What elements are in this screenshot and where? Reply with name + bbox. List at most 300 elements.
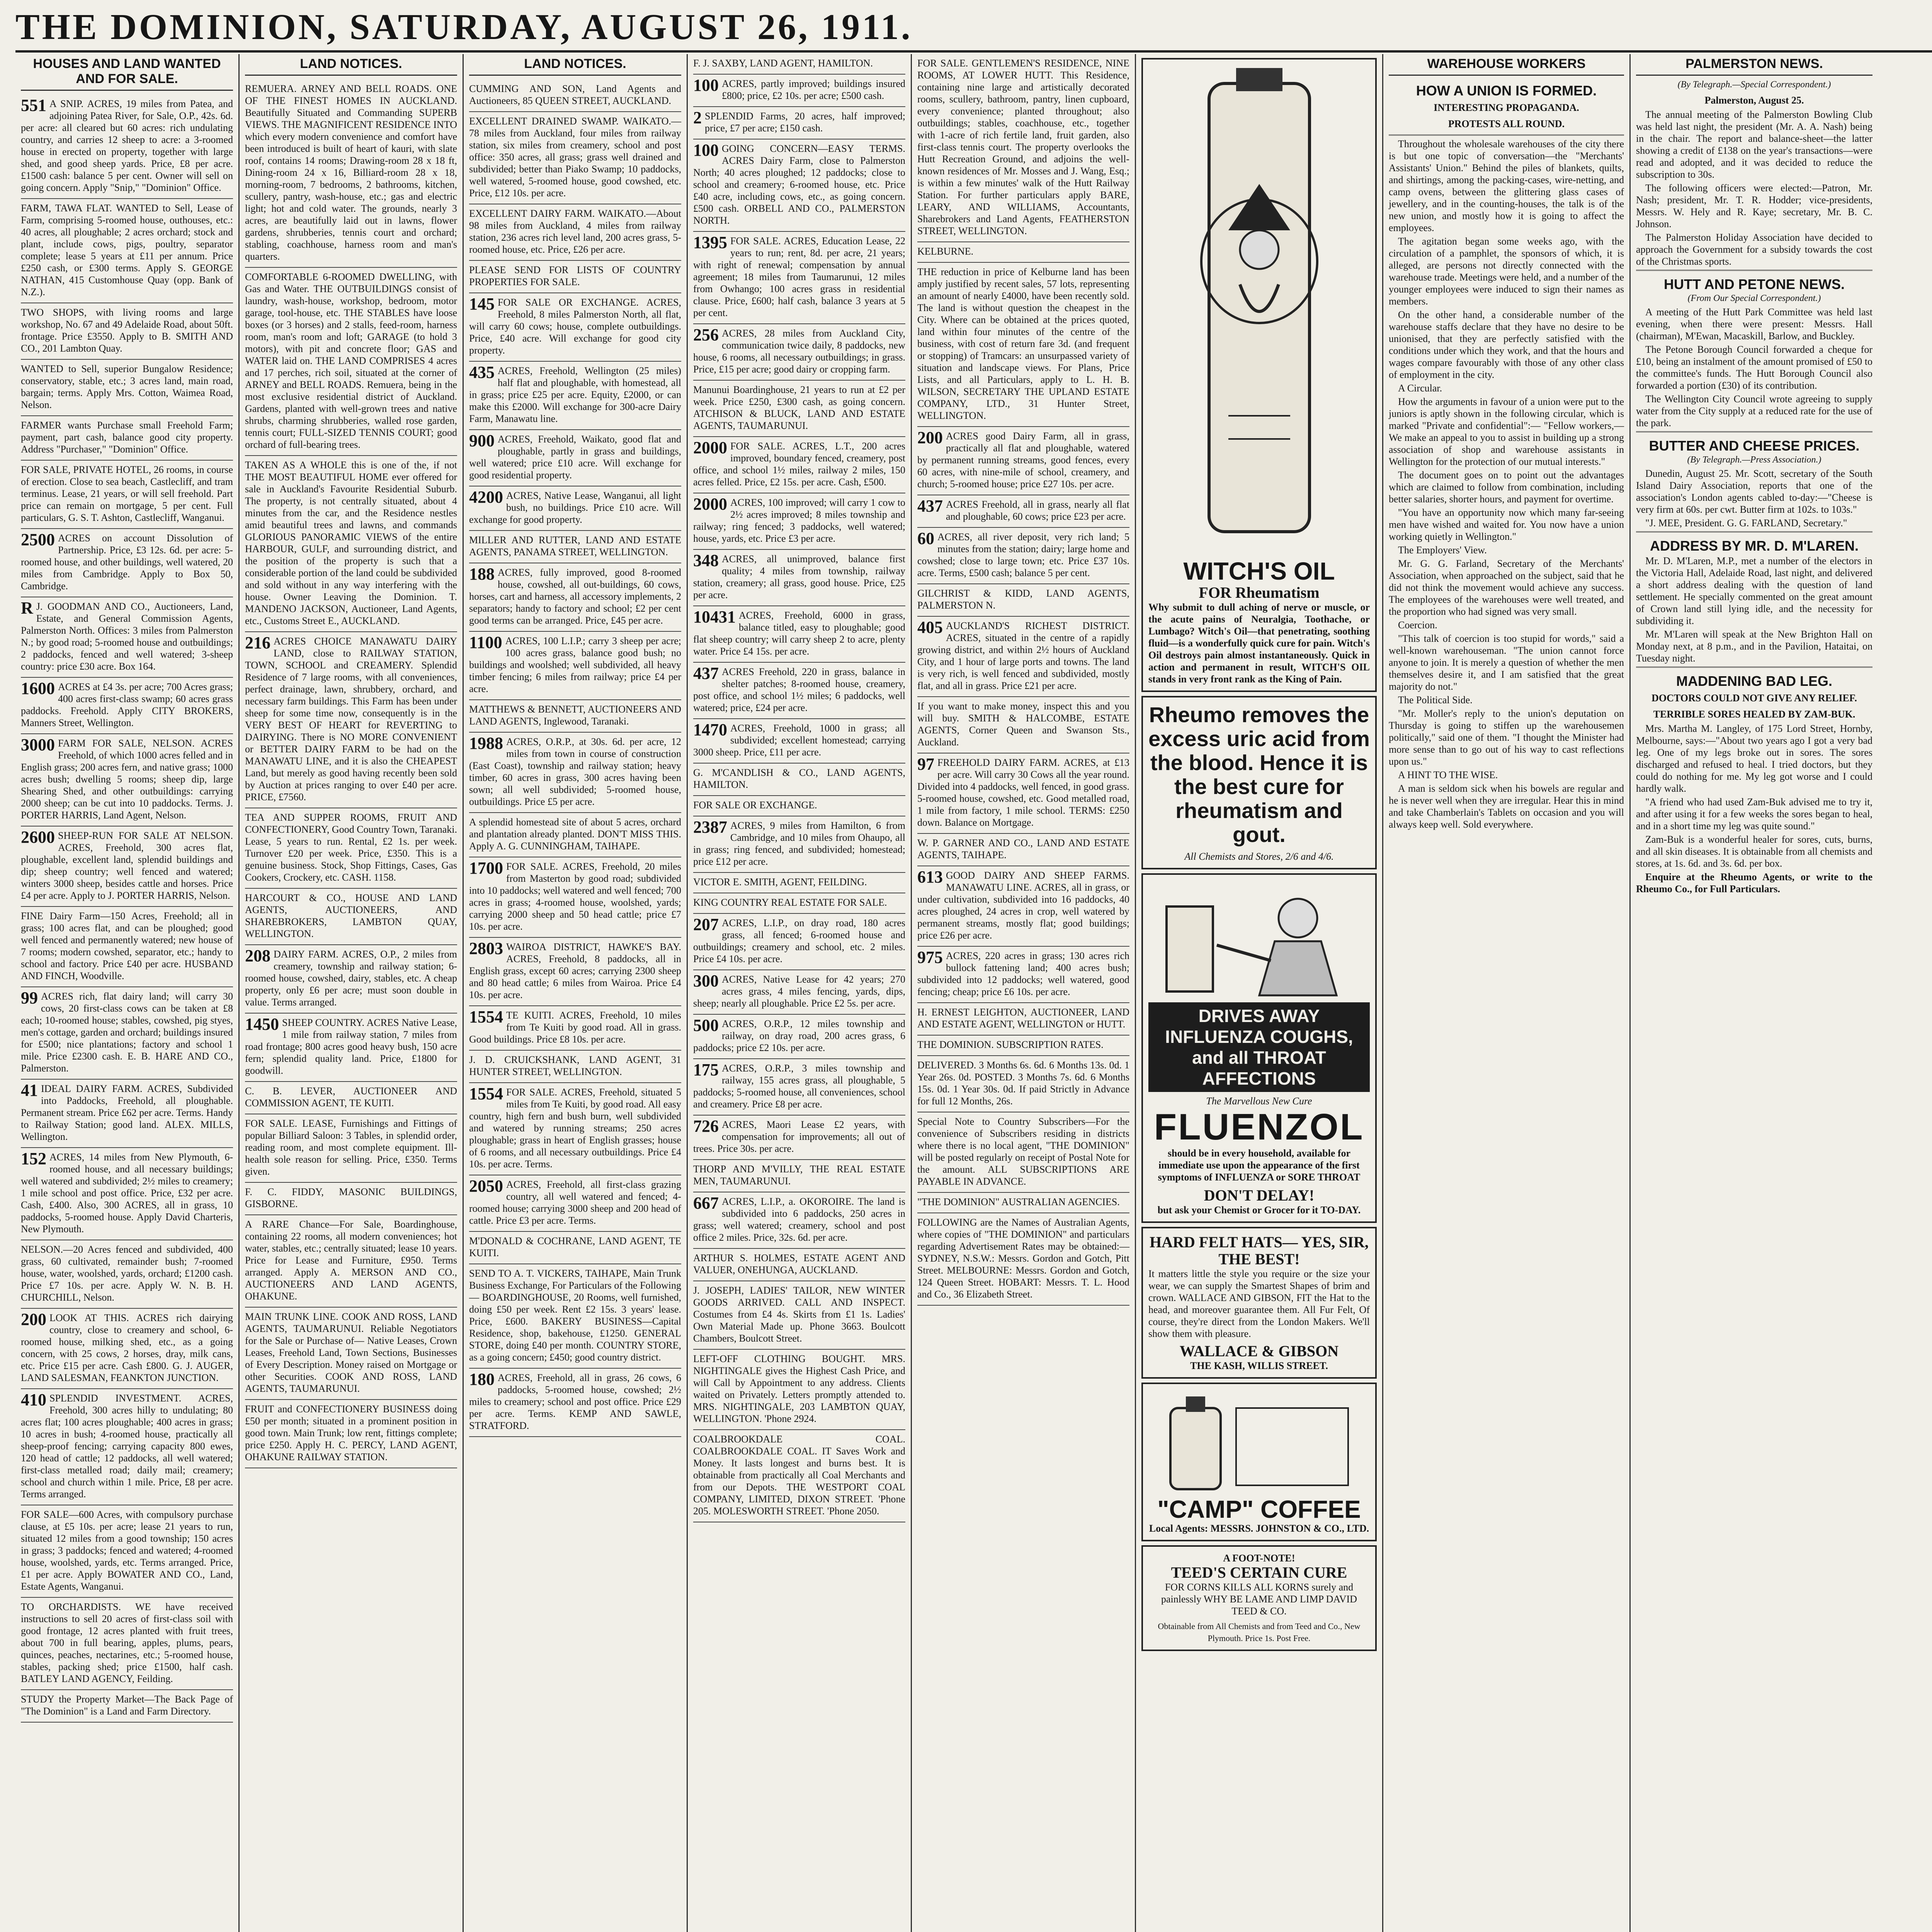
ad-lead-number: 667 [693,1194,719,1213]
ad-text: Manunui Boardinghouse, 21 years to run at £2 per week. Price £250, £300 cash, as going concern. ATCHISON & BLUCK, LAND AND ESTATE AGENTS, TAUMARUNUI. [693,384,905,431]
ad-text: DELIVERED. 3 Months 6s. 6d. 6 Months 13s. 0d. 1 Year 26s. 0d. POSTED. 3 Months 7s. 6d. 6 Months 15s. 0d. 1 Year 30s. 0d. If paid Strictly in Advance for full 12 Months, 26s. [917,1060,1129,1107]
ad-lead-number: 188 [469,565,495,583]
classified-ad [21,1505,233,1598]
ad-text: TEA AND SUPPER ROOMS, FRUIT AND CONFECTIONERY, Good Country Town, Taranaki. Lease, 5 years to run. Rental, £2 1s. per week. Turnover £20 per week. Price, £350. This is a genuine business. Stock, Shop Fittings, Cases, Gas Cookers, Crockery, etc. CASH. 1158. [245,812,457,883]
classified-ad [917,1003,1129,1036]
columns [15,54,1932,1932]
divider [1389,134,1624,136]
ad-text: ACRES, partly improved; buildings insured £800; price, £2 10s. per acre; £500 cash. [722,78,905,101]
article-paragraph: A man is seldom sick when his bowels are regular and he is never well when they are irregular. Hear this in mind and take Chamberlain's Tablets on occasion and you will always keep well. Sold everywhere. [1389,783,1624,830]
ad-text: J. JOSEPH, LADIES' TAILOR, NEW WINTER GOODS ARRIVED. CALL AND INSPECT. Costumes from £4 4s. Skirts from £1 1s. Ladies' Own Material Made up. Phone 3663. Boulcott Chambers, Boulcott Street. [693,1285,905,1344]
fluenzol-ad [1141,873,1377,1223]
article-heading-mclaren: ADDRESS BY MR. D. M'LAREN. [1650,538,1859,554]
column-display-ads [1136,54,1383,1932]
classified-ad [245,889,457,945]
byline-butter: (By Telegraph.—Press Association.) [1687,455,1821,465]
classified-ad [469,1369,681,1437]
teeds-cure-ad [1141,1545,1377,1651]
article-paragraph: The annual meeting of the Palmerston Bowling Club was held last night, the president (Mr. A. A. Nash) being in the chair. The report and balance-sheet—the latter showing a credit of £138 on the year's transactions—were read and adopted, and it was decided to reduce the subscription to 30s. [1636,109,1872,180]
classified-ad [469,531,681,563]
classified-ad [693,1430,905,1522]
article-body [1389,138,1624,830]
ad-text: COALBROOKDALE COAL. COALBROOKDALE COAL. IT Saves Work and Money. It lasts longest and burns best. It is obtainable from practically all Coal Merchants and from our Depots. THE WESTPORT COAL COMPANY, LIMITED, DIXON STREET. 'Phone 205. MOLESWORTH STREET. 'Phone 2050. [693,1434,905,1517]
classified-ad [469,938,681,1006]
classified-ad [21,678,233,734]
classified-ad [917,54,1129,242]
ad-list [693,54,905,1522]
ad-text: ACRES, 9 miles from Hamilton, 6 from Cambridge, and 10 miles from Ohaupo, all in grass; ring fenced, and subdivided; homestead; price £12 per acre. [693,820,905,867]
ad-text: ACRES, L.I.P., a. OKOROIRE. The land is subdivided into 6 paddocks, 250 acres in grass; well watered; creamery, school and post office 2 miles. Price, 32s. 6d. per acre. [693,1196,905,1243]
ad-text: SHEEP-RUN FOR SALE AT NELSON. ACRES, Freehold, 300 acres flat, ploughable, excellent land, splendid buildings and dip; sheep country; well fenced and watered; winters 3000 sheep, besides cattle and horses. Price £4 per acre. Apply to J. PORTER HARRIS, Nelson. [21,830,233,901]
classified-ad [693,663,905,719]
classified-ad [469,1083,681,1175]
article-paragraph: The agitation began some weeks ago, with the circulation of a pamphlet, the sponsors of which, it is alleged, are persons not directly connected with the warehouse trade. Meetings were held, and a number of the younger employees were induced to sign their names as members. [1389,236,1624,307]
article-paragraph: How the arguments in favour of a union were put to the juniors is aptly shown in the following circular, which is marked "Private and confidential":— "Fellow workers,—We make an appeal to you to assist in building up a strong association of shop and warehouse assistants in Wellington for the protection of our mutual interests." [1389,396,1624,467]
classified-ad [21,907,233,987]
ad-lead-number: 437 [917,497,943,515]
classified-ad [693,796,905,816]
ad-lead-number: 256 [693,325,719,344]
classified-ad [21,1148,233,1240]
article-subhead: INTERESTING PROPAGANDA. [1434,102,1579,113]
teeds-body: FOR CORNS KILLS ALL KORNS surely and painlessly WHY BE LAME AND LIMP DAVID TEED & CO. [1161,1582,1357,1617]
classified-ad [469,1232,681,1264]
classified-ad [469,632,681,700]
ad-text: FOR SALE. ACRES, Freehold, 20 miles from Masterton by good road; subdivided into 10 paddocks; well watered and well fenced; 700 acres in grass; 4-roomed house, woolshed, yards; carrying 2000 sheep and 50 head cattle; price £7 10s. per acre. [469,861,681,932]
classified-ad [693,1249,905,1281]
ad-text: "THE DOMINION" AUSTRALIAN AGENCIES. [917,1196,1120,1208]
ad-lead-number: 99 [21,988,38,1007]
witchs-oil-body: Why submit to dull aching of nerve or muscle, or the acute pains of Neuralgia, Toothache, or Lumbago? Witch's Oil—that penetrating, soothing fluid—is a wonderfully quick cure for pain. Witch's Oil destroys pain almost instantaneously. Quick in action and permanent in result, WITCH'S OIL stands in very front rank as the King of Pain. [1148,602,1370,685]
classified-ad [917,1036,1129,1056]
classified-ad [693,1059,905,1116]
article-paragraph: Mr. D. M'Laren, M.P., met a number of the electors in the Victoria Hall, Adelaide Road, last night, and delivered a short address dealing with the question of land settlement. He specially commented on the great amount of Crown land still lying idle, and the necessity for subdividing it. [1636,555,1872,626]
ad-list [917,54,1129,1306]
ad-text: FOR SALE OR EXCHANGE. ACRES, Freehold, 8 miles Palmerston North, all flat, will carry 60 cows; house, complete outbuildings. Price, £40 acre. Will exchange for good city property. [469,297,681,356]
ad-lead-number: 551 [21,96,46,115]
classified-ad [21,360,233,416]
ad-lead-number: 300 [693,971,719,990]
teeds-name: TEED'S CERTAIN CURE [1171,1564,1347,1581]
article-paragraph: "J. MEE, President. G. G. FARLAND, Secretary." [1645,517,1847,529]
ad-text: FARM, TAWA FLAT. WANTED to Sell, Lease of Farm, comprising 5-roomed house, outhouses, etc.: 40 acres, all ploughable; 2 acres orchard; stock and plant, include cows, pigs, poultry, separator complete; lease 5 years at £11 per annum. Price £250 cash, or £300 terms. Apply S. GEORGE NATHAN, 415 Customhouse Quay (opp. Bank of N.Z.). [21,202,233,298]
ad-text: If you want to make money, inspect this and you will buy. SMITH & HALCOMBE, ESTATE AGENTS, Corner Queen and Swanson Sts., Auckland. [917,701,1129,748]
ad-text: ACRES, all unimproved, balance first quality; 4 miles from township, railway station, creamery; all grass, good house. Price, £25 per acre. [693,553,905,600]
classified-ad [469,112,681,204]
classified-ad [245,1308,457,1400]
article-heading-hutt: HUTT AND PETONE NEWS. [1663,276,1845,292]
article-paragraph: The Palmerston Holiday Association have decided to approach the Government for a subsidy towards the cost of the Christmas sports. [1636,232,1872,267]
ad-lead-number: 975 [917,948,943,967]
ad-text: TE KUITI. ACRES, Freehold, 10 miles from Te Kuiti by good road. All in grass. Good buildings. Price £8 10s. per acre. [469,1010,681,1045]
rheumo-price: All Chemists and Stores, 2/6 and 4/6. [1184,851,1334,862]
classified-ad [469,430,681,486]
article-subhead-2: PROTESTS ALL ROUND. [1448,118,1565,129]
article-subhead-badleg-2: TERRIBLE SORES HEALED BY ZAM-BUK. [1653,709,1855,720]
ad-text: ACRES, Freehold, all in grass, 26 cows, 6 paddocks, 5-roomed house, cowshed; 2½ miles to creamery; school and post office. Price £29 per acre. Terms. KEMP AND SAWLE, STRATFORD. [469,1372,681,1431]
article-paragraph: Mrs. Martha M. Langley, of 175 Lord Street, Hornby, Melbourne, says:—"About two years ago I got a very bad leg. One of my legs broke out in sores. The sores discharged and refused to heal. I tried doctors, but they could do nothing for me. My leg got worse and I could hardly walk. [1636,723,1872,794]
witchs-oil-subtitle: FOR Rheumatism [1199,584,1320,601]
ad-lead-number: 200 [917,428,943,447]
classified-ad [245,945,457,1014]
ad-text: COMFORTABLE 6-ROOMED DWELLING, with Gas and Water. THE OUTBUILDINGS consist of laundry, wash-house, workshop, bedroom, motor garage, tool-house, etc. THE STABLES have loose boxes (or 3 horses) and 2 stalls, feed-room, harness room, man's room and loft; GARAGE (to hold 3 motors), with pit and concrete floor; GAS and WATER laid on. THE LAND COMPRISES 4 acres and 17 perches, rich soil, situated at the corner of ARNEY and BELL ROADS. Remuera, being in the most exclusive residential district of Auckland. Gardens, planted with well-grown trees and native shrubs, charming shrubberies, walled rose garden, tennis court; FULL-SIZED TENNIS COURT; good orchard of full-bearing trees. [245,271,457,450]
section-header: LAND NOTICES. [245,54,457,76]
ad-text: FOR SALE, PRIVATE HOTEL, 26 rooms, in course of erection. Close to sea beach, Castlecliff, and tram terminus. Lease, 21 years, or will sell freehold. Part price can remain on mortgage, 5 per cent. Full particulars, G. S. T. Ashton, Castlecliff, Wanganui. [21,464,233,523]
ad-text: AUCKLAND'S RICHEST DISTRICT. ACRES, situated in the centre of a rapidly growing district, and within 2½ hours of Auckland City, and 1 hour of large ports and towns. The land is very rich, is well fenced and subdivided, mostly flat, and all in grass. Price £21 per acre. [917,620,1129,691]
classified-ad [917,753,1129,834]
ad-text: MAIN TRUNK LINE. COOK AND ROSS, LAND AGENTS, TAUMARUNUI. Reliable Negotiators for the Sale or Purchase of— Native Leases, Crown Leases, Freehold Land, Town Sections, Businesses of Every Description. Money raised on Mortgage or other Securities. COOK AND ROSS, LAND AGENTS, TAUMARUNUI. [245,1311,457,1394]
classified-ad [693,970,905,1015]
classified-ad [917,495,1129,528]
classified-ad [693,107,905,139]
classified-ad [693,437,905,493]
ad-lead-number: 10431 [693,607,736,626]
classified-ad [469,1175,681,1232]
classified-ad [917,427,1129,495]
ad-lead-number: 1600 [21,679,55,698]
classified-ad [245,808,457,889]
ad-lead-number: 152 [21,1149,46,1168]
ad-text: Special Note to Country Subscribers—For the convenience of Subscribers residing in districts where there is no local agent, "THE DOMINION" will be posted regularly on receipt of Postal Note for the amount. ALL SUBSCRIPTIONS ARE PAYABLE IN ADVANCE. [917,1116,1129,1187]
ad-text: A SNIP. ACRES, 19 miles from Patea, and adjoining Patea River, for Sale, O.P., 42s. 6d. per acre: all cleared but 60 acres: rich undulating country, and carries 12 sheep to acre: a 3-roomed house in erected on property, together with large shed, and good sheep yards. Price, £8 per acre. £1500 cash: balance 5 per cent. Owner will sell on going concern. Apply "Snip," "Dominion" Office. [21,98,233,193]
fluenzol-band: DRIVES AWAY INFLUENZA COUGHS, and all THROAT AFFECTIONS [1148,1002,1370,1092]
classified-ad [21,529,233,597]
ad-text: ACRES, 14 miles from New Plymouth, 6-roomed house, and all necessary buildings; well watered and subdivided; 2½ miles to creamery; 1 mile school and post office. Price, £32 per acre. Cash, £400. Also, 300 ACRES, all in grass, 10 paddocks, 5-roomed house. Apply David Charteris, New Plymouth. [21,1151,233,1235]
column-land-notices-4 [912,54,1136,1932]
ad-text: ACRES, fully improved, good 8-roomed house, cowshed, all out-buildings, 60 cows, horses, cart and harness, all accessory implements, 2 separators; handy to factory and school; £2 per cent good terms can be arranged. Price, £45 per acre. [469,567,681,626]
ad-lead-number: 726 [693,1117,719,1136]
ad-text: FOR SALE. ACRES, L.T., 200 acres improved, boundary fenced, creamery, post office, and school 1½ miles, railway 2 miles, 150 acres felled. Price, £2 15s. per acre. Cash, £500. [693,440,905,488]
ad-lead-number: 175 [693,1060,719,1079]
ad-text: ACRES good Dairy Farm, all in grass, practically all flat and ploughable, watered by permanent running streams, good fences, every 60 acres, with nine-mile of school, creamery, and church; 5-roomed house; price £27 10s. per acre. [917,430,1129,490]
ad-lead-number: 1450 [245,1015,279,1034]
classified-ad [21,95,233,199]
article-paragraph: A Circular. [1398,383,1442,394]
ad-text: DAIRY FARM. ACRES, O.P., 2 miles from creamery, township and railway station; 6-roomed house, cowshed, dairy, stables, etc. A cheap property, only £6 per acre; must soon double in value. Terms arranged. [245,949,457,1008]
ad-text: CUMMING AND SON, Land Agents and Auctioneers, 85 QUEEN STREET, AUCKLAND. [469,83,681,106]
ad-text: G. M'CANDLISH & CO., LAND AGENTS, HAMILTON. [693,767,905,790]
ad-text: ACRES, Freehold, 1000 in grass; all subdivided; excellent homestead; carrying 3000 sheep. Price, £11 per acre. [693,723,905,758]
ad-text: ACRES Freehold, all in grass, nearly all flat and ploughable, 60 cows; price £23 per acre. [946,499,1129,522]
byline: (By Telegraph.—Special Correspondent.) [1677,80,1831,90]
rheumo-text: Rheumo removes the excess uric acid from the blood. Hence it is the best cure for rheumatism and gout. [1148,702,1370,847]
classified-ad [21,1309,233,1389]
ad-text: MILLER AND RUTTER, LAND AND ESTATE AGENTS, PANAMA STREET, WELLINGTON. [469,534,681,558]
ad-text: REMUERA. ARNEY AND BELL ROADS. ONE OF THE FINEST HOMES IN AUCKLAND. Beautifully Situated and Commanding SUPERB VIEWS. THE MAGNIFICENT RESIDENCE INTO which every modern convenience and comfort have been introduced is built of heart of kauri, with slate roof, contains 14 rooms; Drawing-room 28 x 18 ft, Dining-room 24 x 16, Billiard-room 28 x 18, morning-room, 7 bedrooms, 2 bathrooms, kitchen, scullery, pantry, wash-house, etc.; gas and electric light; hot and cold water. The grounds, nearly 3 acres, are beautifully laid out in lawns, flower gardens, shrubberies, tennis court and orchard; stabling, coachhouse, harness room and man's quarters. [245,83,457,262]
section-header: HOUSES AND LAND WANTED AND FOR SALE. [21,54,233,91]
ad-lead-number: 500 [693,1016,719,1035]
ad-lead-number: 60 [917,529,934,548]
article-heading-badleg: MADDENING BAD LEG. [1676,673,1832,689]
fluenzol-illustration [1151,883,1367,999]
column-houses-land [15,54,240,1932]
classified-ad [245,1014,457,1082]
ad-text: F. J. SAXBY, LAND AGENT, HAMILTON. [693,58,873,69]
classified-ad [469,293,681,362]
article-paragraph: Mr. M'Laren will speak at the New Brighton Hall on Monday next, at 8 p.m., and in the Pavilion, Hataitai, on Tuesday night. [1636,629,1872,664]
fluenzol-cta: DON'T DELAY! [1204,1187,1315,1204]
classified-ad [917,1056,1129,1112]
classified-ad [245,1400,457,1468]
classified-ad [245,1114,457,1183]
fluenzol-subtitle: The Marvellous New Cure [1206,1095,1312,1107]
ad-text: GOOD DAIRY AND SHEEP FARMS. MANAWATU LINE. ACRES, all in grass, or under cultivation, subdivided into 16 paddocks, 40 acres ploughed, 24 acres in crop, well watered by permanent streams, mostly flat; good buildings; price £26 per acre. [917,870,1129,941]
ad-text: TO ORCHARDISTS. WE have received instructions to sell 20 acres of first-class soil with good frontage, 12 acres planted with fruit trees, about 700 in full bearing, apples, plums, pears, quinces, peaches, nectarines, etc.; 5-roomed house, stables, packing shed; price £1500, half cash. BATLEY LAND AGENCY, Feilding. [21,1601,233,1684]
classified-ad [917,947,1129,1003]
section-header: LAND NOTICES. [469,54,681,76]
ad-text: W. P. GARNER AND CO., LAND AND ESTATE AGENTS, TAIHAPE. [917,837,1129,861]
ad-text: WAIROA DISTRICT, HAWKE'S BAY. ACRES, Freehold, 8 paddocks, all in English grass, except 60 acres; carrying 2300 sheep and 80 head cattle; 6 miles from Wairoa. Price £4 10s. per acre. [469,941,681,1000]
classified-ad [917,834,1129,866]
ad-lead-number: 145 [469,294,495,313]
ad-lead-number: 1700 [469,859,503,878]
ad-text: ACRES, Native Lease, Wanganui, all light bush, no buildings. Price £10 acre. Will exchange for good property. [469,490,681,525]
article-subhead-badleg: DOCTORS COULD NOT GIVE ANY RELIEF. [1651,692,1857,704]
ad-text: A RARE Chance—For Sale, Boardinghouse, containing 22 rooms, all modern conveniences; hot water, stables, etc.; centrally situated; lease 10 years. Price for Lease and Furniture, £950. Terms arranged. Apply A. MERSON AND CO., AUCTIONEERS AND LAND AGENTS, OHAKUNE. [245,1219,457,1302]
classified-ad [693,764,905,796]
classified-ad [693,232,905,324]
witchs-oil-ad [1141,58,1377,692]
camp-coffee-name: "CAMP" COFFEE [1157,1495,1361,1523]
ad-text: ACRES, 220 acres in grass; 130 acres rich bullock fattening land; 400 acres bush; subdivided into 12 paddocks; well watered, good fencing; cheap; price £6 10s. per acre. [917,950,1129,997]
classified-ad [917,242,1129,263]
article-paragraph: "A friend who had used Zam-Buk advised me to try it, and after using it for a few weeks the sores began to heal, and in a short time my leg was quite sound." [1636,796,1872,832]
classified-ad [469,733,681,813]
ad-lead-number: 1470 [693,720,727,739]
classified-ad [693,1116,905,1160]
ad-text: FOR SALE. ACRES, Freehold, situated 5 miles from Te Kuiti, by good road. All easy country, high fern and bush burn, well subdivided and watered by running streams; 250 acres ploughable; grass in heart of English grasses; house of 6 rooms, and all necessary outbuildings. Price £4 10s. per acre. Terms. [469,1087,681,1170]
ad-lead-number: 97 [917,755,934,774]
ad-text: HARCOURT & CO., HOUSE AND LAND AGENTS, AUCTIONEERS, AND SHAREBROKERS, LAMBTON QUAY, WELLINGTON. [245,892,457,939]
ad-text: ACRES, all river deposit, very rich land; 5 minutes from the station; dairy; large home and cowshed; close to large town; etc. Price £37 10s. acre. Terms, £500 cash; balance 5 per cent. [917,531,1129,578]
ad-text: J. D. CRUICKSHANK, LAND AGENT, 31 HUNTER STREET, WELLINGTON. [469,1054,681,1077]
classified-ad [21,303,233,360]
ad-text: ACRES, 100 L.I.P.; carry 3 sheep per acre; 100 acres grass, balance good bush; no buildings and woolshed; well subdivided, all heavy timber fencing; 6 miles from railway; price £4 per acre. [469,635,681,694]
classified-ad [917,528,1129,584]
closing-note: Enquire at the Rheumo Agents, or write to the Rheumo Co., for Full Particulars. [1636,871,1872,895]
classified-ad [693,54,905,75]
classified-ad [693,1015,905,1059]
article-paragraph: The Petone Borough Council forwarded a cheque for £10, being an instalment of the amount promised of £50 to the committee's funds. The Hutt Borough Council also forwarded a portion (£30) of its contribution. [1636,344,1872,391]
ad-text: ACRES, O.R.P., 12 miles township and railway, on dray road, 200 acres grass, 6 paddocks; price £2 10s. per acre. [693,1018,905,1053]
ad-lead-number: 405 [917,618,943,637]
ad-lead-number: 2500 [21,530,55,549]
article-heading: PALMERSTON NEWS. [1636,54,1872,76]
classified-ad [21,987,233,1080]
ad-text: MATTHEWS & BENNETT, AUCTIONEERS AND LAND AGENTS, Inglewood, Taranaki. [469,704,681,727]
ad-lead-number: 435 [469,363,495,382]
classified-ad [693,893,905,914]
hats-ad [1141,1227,1377,1379]
ad-text: KELBURNE. [917,246,974,257]
masthead-title: THE DOMINION, SATURDAY, AUGUST 26, 1911. [15,7,913,47]
classified-ad [693,873,905,893]
classified-ad [917,1193,1129,1213]
classified-ad [693,1160,905,1192]
ad-text: FRUIT and CONFECTIONERY BUSINESS doing £50 per month; situated in a prominent position in good town. Main Trunk; low rent, fittings complete; price £250. Apply H. C. PERCY, LAND AGENT, OHAKUNE RAILWAY STATION. [245,1403,457,1463]
classified-ad [21,827,233,907]
article-paragraph: "Mr. Moller's reply to the union's deputation on Thursday is going to stiffen up the warehousemen politically," said one of them. "I thought the Minister had more sense than to go out of his way to cast reflections upon us." [1389,708,1624,767]
article-body-mclaren [1636,555,1872,664]
ad-lead-number: 100 [693,76,719,95]
classified-ad [245,80,457,268]
classified-ad [917,617,1129,697]
classified-ad [21,1240,233,1309]
ad-text: THE reduction in price of Kelburne land has been amply justified by recent sales, 57 lots, representing an amount of nearly £4000, have been recently sold. The land is without question the cheapest in the City. Where can be obtained at the prices quoted, land within four minutes of the centre of the business, with cost of return fare 3d. (and frequent or stopping) of Tramcars: an unsurpassed variety of situation and landscape views. For Plans, Price Lists, and all Particulars, apply to L. H. B. WILSON, SECRETARY THE UPLAND ESTATE COMPANY, LTD., 31 Hunter Street, WELLINGTON. [917,266,1129,421]
ad-text: ACRES rich, flat dairy land; will carry 30 cows, 20 first-class cows can be taken at £8 each; 10-roomed house; stables, cowshed, pig styes, men's cottage, garden and orchard; buildings insured for £500; nice plantations; factory and school 1 mile. Price £2300 cash. E. B. HARE AND CO., Palmerston. [21,991,233,1074]
ad-lead-number: 180 [469,1370,495,1389]
classified-ad [693,139,905,232]
ad-text: M'DONALD & COCHRANE, LAND AGENT, TE KUITI. [469,1235,681,1259]
classified-ad [693,324,905,381]
classified-ad [917,697,1129,753]
ad-text: J. GOODMAN AND CO., Auctioneers, Land, Estate, and General Commission Agents, Palmerston North. Offices: 3 miles from Palmerston N.; by good road; 5-roomed house and outbuildings; 2 paddocks, fenced and well watered; 3-sheep country: price £30 acre. Box 164. [21,601,233,672]
ad-text: TWO SHOPS, with living rooms and large workshop, No. 67 and 49 Adelaide Road, about 50ft. frontage. Price £3550. Apply to B. SMITH AND CO., 201 Lambton Quay. [21,307,233,354]
classified-ad [469,261,681,293]
ad-lead-number: 2600 [21,828,55,847]
classified-ad [21,1690,233,1723]
ad-lead-number: 2000 [693,438,727,457]
classified-ad [469,1051,681,1083]
article-paragraph: Throughout the wholesale warehouses of the city there is but one topic of conversation—the "Merchants' Assistants' Union." Behind the piles of blankets, quilts, and shirtings, among the packing-cases, wire-netting, and camp ovens, between the glittering glass cases of jewellery, and in the counting-houses, the talk is of the new union, and mostly how it is going to affect the employees. [1389,138,1624,233]
ad-lead-number: 613 [917,867,943,886]
article-body-butter [1636,468,1872,529]
article-paragraph: The following officers were elected:—Patron, Mr. Nash; president, Mr. T. R. Hodder; vice-presidents, Messrs. W. Hely and R. Kaye; secretary, Mr. B. C. Johnson. [1636,182,1872,230]
classified-ad [917,1112,1129,1193]
article-paragraph: The Wellington City Council wrote agreeing to supply water from the City supply at a reduced rate for the use of the park. [1636,393,1872,429]
ad-lead-number: 207 [693,915,719,934]
ad-text: KING COUNTRY REAL ESTATE FOR SALE. [693,897,887,908]
ad-text: FOR SALE OR EXCHANGE. [693,799,817,811]
classified-ad [917,866,1129,947]
ad-text: C. B. LEVER, AUCTIONEER AND COMMISSION AGENT, TE KUITI. [245,1085,457,1109]
divider [1636,531,1872,532]
ad-list [21,95,233,1723]
classified-ad [693,914,905,970]
ad-text: ACRES Freehold, 220 in grass, balance in shelter patches; 8-roomed house, creamery, post office, and school 1½ miles; 6 paddocks, well watered; price, £24 per acre. [693,666,905,713]
ad-text: ACRES, Freehold, Waikato, good flat and ploughable, partly in grass and buildings, well watered; price £10 acre. Will exchange for good residential property. [469,434,681,481]
masthead [15,4,1932,53]
ad-lead-number: 2387 [693,818,727,837]
ad-lead-number: 1554 [469,1084,503,1103]
classified-ad [693,1350,905,1430]
article-body-hutt [1636,306,1872,429]
column-palmerston-news [1631,54,1878,1932]
ad-lead-number: 3000 [21,735,55,754]
ad-text: H. ERNEST LEIGHTON, AUCTIONEER, LAND AND ESTATE AGENT, WELLINGTON or HUTT. [917,1007,1129,1030]
ad-text: LEFT-OFF CLOTHING BOUGHT. MRS. NIGHTINGALE gives the Highest Cash Price, and will Call by Appointment to any address. Clients waited on Privately. Letters promptly attended to. MRS. NIGHTINGALE, 203 LAMBTON QUAY, WELLINGTON. 'Phone 2924. [693,1353,905,1424]
hats-title: HARD FELT HATS— YES, SIR, THE BEST! [1150,1233,1369,1268]
divider [1636,431,1872,432]
ad-text: FOR SALE. ACRES, Education Lease, 22 years to run; rent, 8d. per acre, 21 years; with right of renewal; compensation by annual agreement; 18 miles from Taumarunui, 12 miles from Owhango; 100 acres grass in residential clause. Price, £600; half cash, balance 3 years at 5 per cent. [693,235,905,318]
ad-text: SEND TO A. T. VICKERS, TAIHAPE, Main Trunk Business Exchange, For Particulars of the Following— BOARDINGHOUSE, 20 Rooms, well furnished, doing £50 per week. Rent £2 15s. 3 years' lease. Price, £600. BAKERY BUSINESS—Capital Residence, shop, bakehouse, £1250. GENERAL STORE, doing £40 per month. COUNTRY STORE, as a going concern; £450; good country district. [469,1268,681,1363]
classified-ad [245,1082,457,1114]
rheumo-ad [1141,696,1377,869]
column-land-notices-3 [688,54,912,1932]
ad-text: ACRES, Freehold, 6000 in grass, balance titled, easy to ploughable; good flat sheep country; will carry sheep 2 to acre, plenty water. Price £4 15s. per acre. [693,610,905,657]
ad-lead-number: 2803 [469,939,503,958]
ad-text: FOR SALE. LEASE, Furnishings and Fittings of popular Billiard Saloon: 3 Tables, in splendid order, reading room, and most complete equipment. Ill-health sole reason for selling. Price, £350. Terms given. [245,1118,457,1177]
classified-ad [21,1080,233,1148]
ad-text: ACRES CHOICE MANAWATU DAIRY LAND, close to RAILWAY STATION, TOWN, SCHOOL and CREAMERY. Splendid Residence of 7 large rooms, with all conveniences, perfect drainage, lawn, shrubbery, orchard, and necessary farm buildings. This Farm has been under sheep for some time now, consequently is in the VERY BEST OF HEART for REVERTING to DAIRYING. There is NO MORE CONVENIENT or BETTER DAIRY FARM to be had on the MANAWATU LINE, and it is also the CHEAPEST Land, but merely as good having recently been sold by Auction at prices ranging to over £40 per acre. PRICE, £7560. [245,636,457,803]
ad-text: FOR SALE. GENTLEMEN'S RESIDENCE, NINE ROOMS, AT LOWER HUTT. This Residence, containing nine large and artistically decorated rooms, scullery, bathroom, pantry, linen cupboard, every convenience; planted throughout; also outbuildings; stables, coachhouse, etc., together with 1-acre of rich fertile land, fruit garden, also first-class tennis court. The property overlooks the Hutt Recreation Ground, and adjoins the well-known residences of Mr. Mosses and J. Wang, Esq.; is within a few minutes' walk of the Hutt Railway Station. For further particulars apply BARE, LEARY, AND WILLIAMS, Accountants, Sharebrokers and Land Agents, FEATHERSTON STREET, WELLINGTON. [917,58,1129,236]
article-paragraph: A HINT TO THE WISE. [1398,769,1498,781]
classified-ad [245,1183,457,1215]
classified-ad [693,719,905,764]
witchs-oil-title: WITCH'S OIL [1183,557,1335,585]
classified-ad [917,263,1129,427]
classified-ad [469,204,681,261]
classified-ad [693,75,905,107]
classified-ad [469,857,681,938]
classified-ad [21,416,233,461]
ad-text: FARMER wants Purchase small Freehold Farm; payment, part cash, balance good city property. Address "Purchaser," "Dominion" Office. [21,420,233,455]
ad-text: ACRES, Freehold, Wellington (25 miles) half flat and ploughable, with homestead, all in grass; price £25 per acre. Equity, £2000, or can make this £2000. Will exchange for 300-acre Dairy Farm, Manawatu line. [469,365,681,424]
ad-list [245,80,457,1468]
divider [1636,667,1872,668]
article-body [1636,109,1872,267]
ad-text: A splendid homestead site of about 5 acres, orchard and plantation already planted. DON'T MISS THIS. Apply A. G. CUNNINGHAM, TAIHAPE. [469,816,681,852]
classified-ad [469,486,681,531]
classified-ad [693,1281,905,1350]
article-paragraph: Mr. G. G. Farland, Secretary of the Merchants' Association, when approached on the subject, said that he did not think the movement would achieve any success. The employees of the warehouses were well treated, and the proportion who had signed was very small. [1389,558,1624,617]
article-paragraph: Coercion. [1398,619,1437,631]
ad-lead-number: 1395 [693,233,727,252]
ad-text: FOLLOWING are the Names of Australian Agents, where copies of "THE DOMINION" and particulars regarding Advertisement Rates may be obtained:— SYDNEY, N.S.W.: Messrs. Gordon and Gotch, Pitt Street. MELBOURNE: Messrs. Gordon and Gotch, 124 Queen Street. HOBART: Messrs. T. L. Hood and Co., 36 Elizabeth Street. [917,1217,1129,1300]
article-paragraph: The Political Side. [1398,694,1473,706]
classified-ad [469,362,681,430]
ad-text: STUDY the Property Market—The Back Page of "The Dominion" is a Land and Farm Directory. [21,1694,233,1717]
ad-lead-number: 1100 [469,633,502,652]
article-paragraph: The document goes on to point out the advantages which are claimed to follow from combination, including better salaries, shorter hours, and payment for overtime. [1389,469,1624,505]
classified-ad [469,1006,681,1051]
classified-ad [693,493,905,550]
dateline: Palmerston, August 25. [1704,95,1804,106]
classified-ad [693,606,905,663]
classified-ad [693,381,905,437]
ad-text: ACRES, Native Lease for 42 years; 270 acres grass, 4 miles fencing, yards, dips, sheep; nearly all ploughable. Price £2 5s. per acre. [693,974,905,1009]
fluenzol-cta2: but ask your Chemist or Grocer for it TO-DAY. [1157,1204,1361,1216]
ad-lead-number: 2 [693,108,702,127]
classified-ad [245,632,457,808]
ad-text: PLEASE SEND FOR LISTS OF COUNTRY PROPERTIES FOR SALE. [469,264,681,287]
camp-coffee-agents: Local Agents: MESSRS. JOHNSTON & CO., LTD. [1149,1523,1369,1534]
fluenzol-body: should be in every household, available for immediate use upon the appearance of the first symptoms of INFLUENZA or SORE THROAT [1158,1148,1361,1183]
ad-text: ACRES, Maori Lease £2 years, with compensation for improvements; all out of trees. Price 30s. per acre. [693,1119,905,1154]
ad-text: FREEHOLD DAIRY FARM. ACRES, at £13 per acre. Will carry 30 Cows all the year round. Divided into 4 paddocks, well fenced, in good grass. 5-roomed house, cowshed, etc. Good metalled road, 1 mile from factory, 1 mile school. TERMS: £250 down. Balance on Mortgage. [917,757,1129,828]
column-land-notices-2 [464,54,688,1932]
ad-lead-number: 1554 [469,1007,503,1026]
ad-text: IDEAL DAIRY FARM. ACRES, Subdivided into Paddocks, Freehold, all ploughable. Permanent stream. Price £62 per acre. Terms. Handy to Railway Station; good land. ALEX. MILLS, Wellington. [21,1083,233,1142]
hats-firm: WALLACE & GIBSON [1179,1342,1339,1360]
classified-ad [469,700,681,733]
ad-text: ACRES, O.R.P., at 30s. 6d. per acre, 12 miles from town in course of construction (East Coast), township and railway station; heavy timber, 60 acres in grass, 300 acres having been sown; all well subdivided; 5-roomed house, outbuildings. Price £5 per acre. [469,736,681,807]
divider [1636,270,1872,271]
ad-lead-number: 900 [469,431,495,450]
ad-text: ACRES, O.R.P., 3 miles township and railway, 155 acres grass, all ploughable, 5 paddocks; 5-roomed house, all conveniences, school and creamery. Price £8 per acre. [693,1063,905,1110]
classified-ad [21,461,233,529]
hats-address: THE KASH, WILLIS STREET. [1190,1360,1328,1371]
article-headline: HOW A UNION IS FORMED. [1416,83,1597,99]
classified-ad [21,597,233,678]
ad-lead-number: 410 [21,1390,46,1409]
teeds-footer: Obtainable from All Chemists and from Teed and Co., New Plymouth. Price 1s. Post Free. [1158,1621,1361,1643]
ad-lead-number: 208 [245,946,270,965]
classified-ad [21,199,233,303]
article-paragraph: A meeting of the Hutt Park Committee was held last evening, when there were present: Messrs. Hall (chairman), M'Ewan, Macaskill, Barlow, and Buckley. [1636,306,1872,342]
ad-text: ACRES, L.I.P., on dray road, 180 acres grass, all fenced; 6-roomed house and outbuildings; creamery and school, etc. 2 miles. Price £4 10s. per acre. [693,917,905,964]
ad-lead-number: 2050 [469,1177,503,1196]
